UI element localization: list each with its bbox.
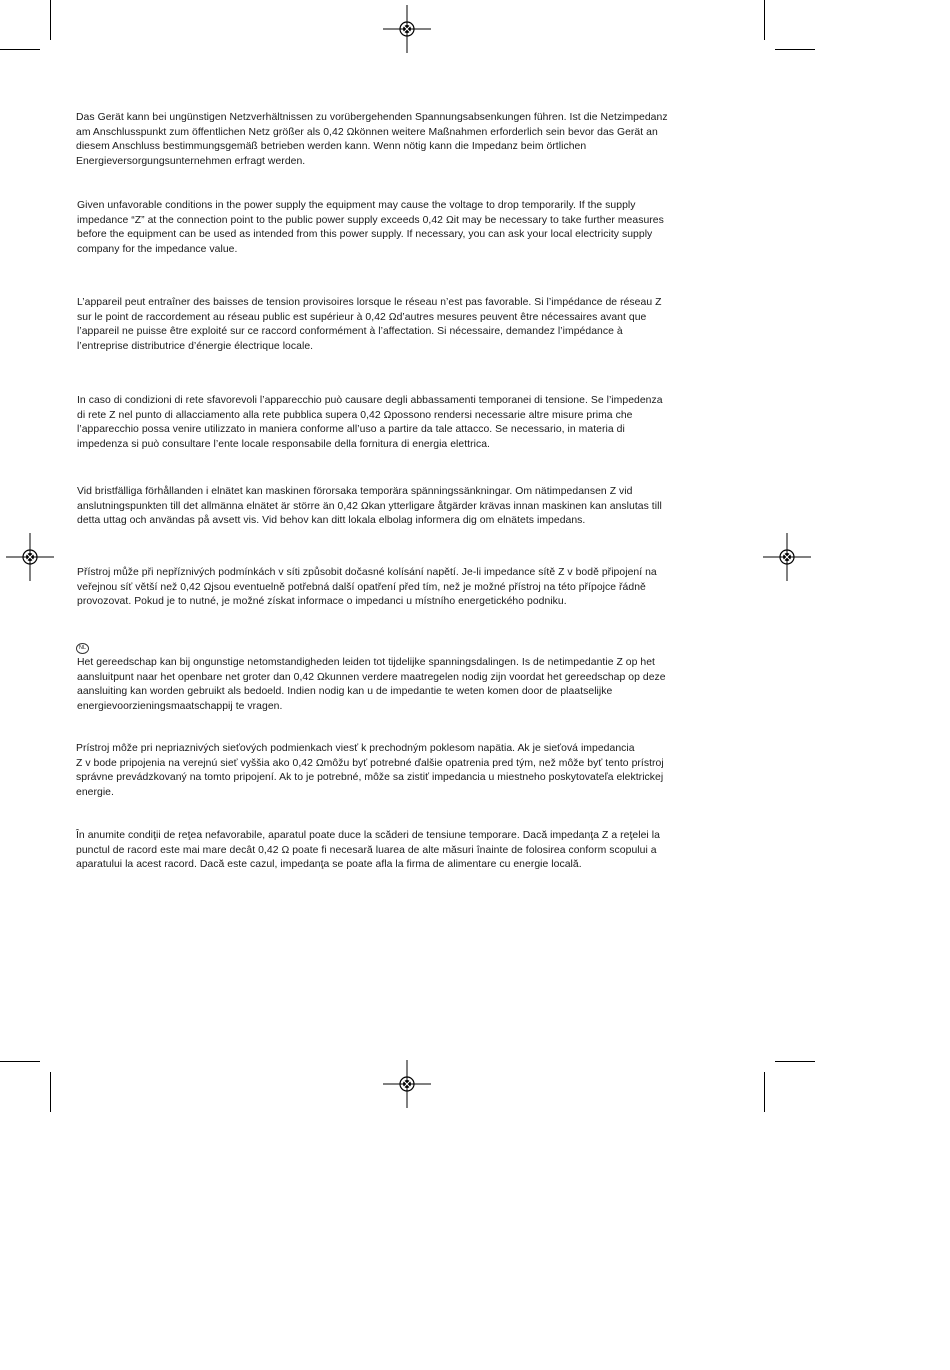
paragraph-sv: Vid bristfälliga förhållanden i elnätet kan maskinen förorsaka temporära spänningssänkningar. Om nätimpedansen Z vid anslutningspunkten till det allmänna elnätet är större än 0,42 Ωkan ytterligare åtgärder krävas innan maskinen kan anslutas till detta uttag och användas på avsett vis. Vid behov kan ditt lokala elbolag informera dig om elnätets impedans. [77, 486, 662, 527]
paragraph-nl: Het gereedschap kan bij ongunstige netomstandigheden leiden tot tijdelijke spanningsdalingen. Is de netimpedantie Z op het aansluitpunt naar het openbare net groter dan 0,42 Ωkunnen verdere maatregelen nodig zijn voordat het gereedschap op deze aansluiting kan worden gebruikt als bedoeld. Indien nodig kan u de impedantie te weten komen door de plaatselijke energievoorzieningsmaatschappij te vragen. [77, 657, 666, 712]
language-badge-icon: NL [76, 643, 89, 654]
crop-mark [50, 0, 51, 40]
registration-mark-icon [383, 1060, 431, 1108]
paragraph-en: Given unfavorable conditions in the power supply the equipment may cause the voltage to drop temporarily. If the supply impedance “Z” at the connection point to the public power supply exceeds 0,42 Ωit may be necessary to take further measures before the equipment can be used as intended from this power supply. If necessary, you can ask your local electricity supply company for the impedance value. [77, 200, 664, 255]
crop-mark [0, 49, 40, 50]
crop-mark [775, 1061, 815, 1062]
registration-mark-icon [6, 533, 54, 581]
paragraph-sk: Prístroj môže pri nepriaznivých sieťových podmienkach viesť k prechodným poklesom napätia. Ak je sieťová impedancia Z v bode pripojenia na verejnú sieť vyššia ako 0,42 Ωmôžu byť potrebné ďalšie opatrenia pred tým, než môže byť tento prístroj správne prevádzkovaný na tomto pripojení. Ak to je potrebné, môže sa zistiť impedancia u miestneho poskytovateľa elektrickej energie. [76, 743, 664, 798]
crop-mark [764, 1072, 765, 1112]
paragraph-fr: L’appareil peut entraîner des baisses de tension provisoires lorsque le réseau n’est pas favorable. Si l’impédance de réseau Z sur le point de raccordement au réseau public est supérieur à 0,42 Ωd’autres mesures peuvent être nécessaires avant que l’appareil ne puisse être exploité sur ce raccord conformément à l’affectation. Si nécessaire, demandez l’impédance à l’entreprise distributrice d’énergie électrique locale. [77, 297, 662, 352]
paragraph-it: In caso di condizioni di rete sfavorevoli l’apparecchio può causare degli abbassamenti temporanei di tensione. Se l’impedenza di rete Z nel punto di allacciamento alla rete pubblica supera 0,42 Ωpossono rendersi necessarie altre misure prima che l’apparecchio possa venire utilizzato in maniera conforme all’uso a partire da tale attacco. Se necessario, in materia di impedenza si può consultare l’ente locale responsabile della fornitura di energia elettrica. [77, 395, 663, 450]
registration-mark-icon [383, 5, 431, 53]
crop-mark [764, 0, 765, 40]
paragraph-ro: În anumite condiţii de reţea nefavorabile, aparatul poate duce la scăderi de tensiune temporare. Dacă impedanţa Z a reţelei la punctul de racord este mai mare decât 0,42 Ω poate fi necesară luarea de alte măsuri înainte de folosirea conform scopului a aparatului la acest racord. Dacă este cazul, impedanţa se poate afla la firma de alimentare cu energie locală. [76, 830, 660, 871]
registration-mark-icon [763, 533, 811, 581]
crop-mark [50, 1072, 51, 1112]
crop-mark [0, 1061, 40, 1062]
paragraph-de: Das Gerät kann bei ungünstigen Netzverhältnissen zu vorübergehenden Spannungsabsenkungen führen. Ist die Netzimpedanz am Anschlusspunkt zum öffentlichen Netz größer als 0,42 Ωkönnen weitere Maßnahmen erforderlich sein bevor das Gerät an diesem Anschluss bestimmungsgemäß betrieben werden kann. Wenn nötig kann die Impedanz beim örtlichen Energieversorgungsunternehmen erfragt werden. [76, 112, 668, 167]
crop-mark [775, 49, 815, 50]
paragraph-cs: Přístroj může při nepříznivých podmínkách v síti způsobit dočasné kolísání napětí. Je-li impedance sítě Z v bodě připojení na veřejnou síť větší než 0,42 Ωjsou eventuelně potřebná další opatření před tím, než je možné přístroj na této přípojce řádně provozovat. Pokud je to nutné, je možné získat informace o impedanci u místního energetického podniku. [77, 567, 657, 608]
